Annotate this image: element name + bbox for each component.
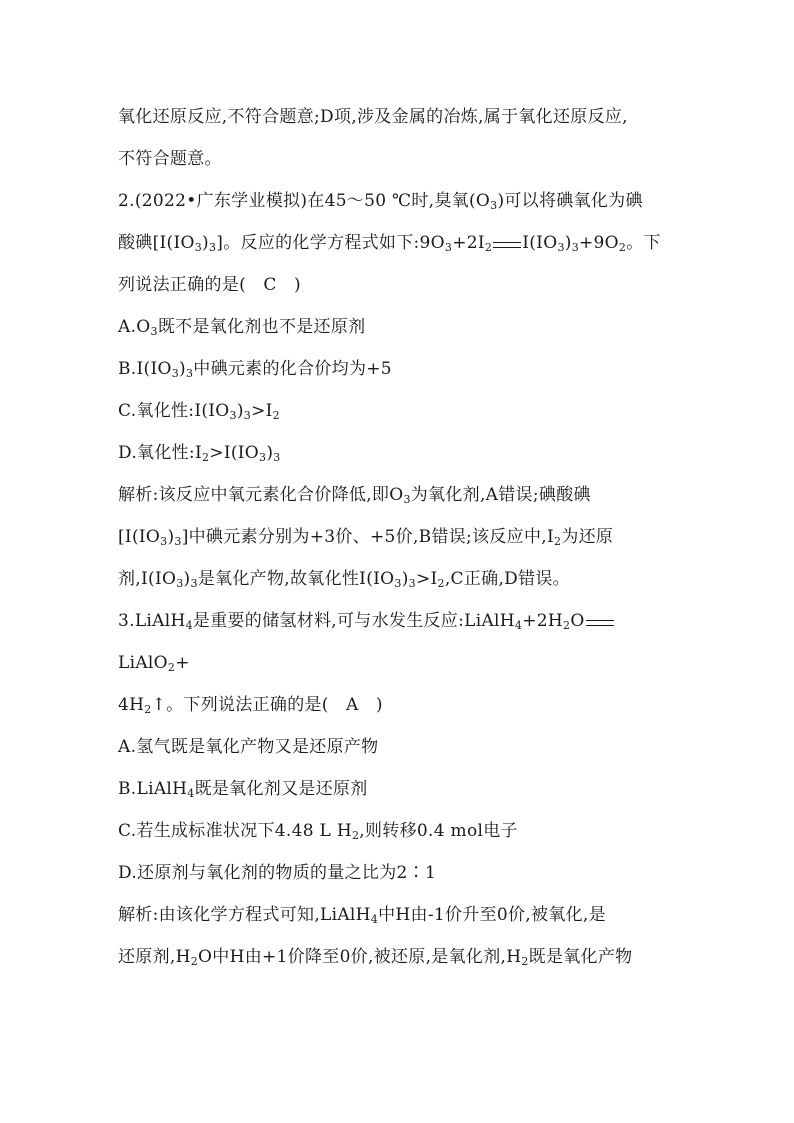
text-line [118,904,606,926]
text-run: >I [415,569,438,589]
subscript: 3 [408,577,416,590]
subscript: 3 [259,451,267,464]
subscript: 2 [167,661,176,674]
text-run: )可以将碘氧化为碘 [497,191,643,211]
text-line [118,232,661,254]
subscript: 3 [185,367,194,380]
text-run: A.氢气既是氧化产物又是还原产物 [118,737,379,757]
text-run: 列说法正确的是( C ) [118,275,301,295]
text-run: C.若生成标准状况下4.48 L H [118,821,352,841]
text-line [118,148,222,170]
text-run: B.LiAlH [118,779,188,799]
text-line [118,610,615,632]
text-run: ) [202,233,209,253]
text-run: +2H [522,611,564,631]
subscript: 2 [351,829,360,842]
text-run: 氧化还原反应,不符合题意;D项,涉及金属的冶炼,属于氧化还原反应, [118,107,628,127]
text-run: O [570,611,585,631]
subscript: 3 [208,241,217,254]
text-run: D.还原剂与氧化剂的物质的量之比为2∶1 [118,863,437,883]
text-run: 4H [118,695,145,715]
subscript: 3 [190,577,198,590]
text-line [118,400,280,422]
text-run: 既不是氧化剂也不是还原剂 [157,317,366,337]
text-line [118,106,628,128]
text-run: 是氧化产物,故氧化性I(IO [197,569,395,589]
text-run: 剂,I(IO [118,569,177,589]
subscript: 3 [229,409,237,422]
text-run: 为还原 [561,527,614,547]
text-line [118,190,643,212]
text-run: O中H由+1价降至0价,被还原,是氧化剂,H [198,947,522,967]
text-run: 酸碘[I(IO [118,233,195,253]
text-run: ) [179,359,186,379]
text-run: ) [401,569,409,589]
subscript: 4 [187,787,195,800]
text-line [118,946,632,968]
subscript: 3 [394,577,402,590]
text-run: +9O [579,233,619,253]
subscript: 2 [563,619,571,632]
reaction-equals-sign [493,242,521,248]
text-line [118,442,281,464]
text-run: 还原剂,H [118,947,191,967]
text-run: C.氧化性:I(IO [118,401,230,421]
subscript: 2 [618,241,627,254]
text-line [118,526,613,548]
text-run: ↑。下列说法正确的是( A ) [151,695,383,715]
subscript: 3 [490,199,498,212]
text-run: 解析:该反应中氧元素化合价降低,即O [118,485,404,505]
text-run: ,C正确,D错误。 [444,569,570,589]
subscript: 2 [554,535,562,548]
subscript: 3 [174,535,182,548]
text-line [118,820,518,842]
subscript: 3 [557,241,565,254]
text-run: ) [236,401,244,421]
text-run: 既是氧化产物 [528,947,633,967]
subscript: 4 [514,619,523,632]
subscript: 3 [171,367,180,380]
text-run: + [175,653,190,673]
text-run: ]。反应的化学方程式如下:9O [216,233,445,253]
subscript: 2 [521,955,529,968]
text-run: 中碘元素的化合价均为+5 [193,359,392,379]
subscript: 3 [444,241,453,254]
text-run: ) [183,569,191,589]
subscript: 3 [273,451,281,464]
text-run: 解析:由该化学方程式可知,LiAlH [118,905,371,925]
text-run: 2.(2022•广东学业模拟)在45～50 ℃时,臭氧(O [118,191,491,211]
text-run: 中H由-1价升至0价,被氧化,是 [378,905,606,925]
text-run: >I [251,401,273,421]
subscript: 3 [243,409,252,422]
subscript: 4 [185,619,193,632]
subscript: 3 [194,241,203,254]
text-line [118,736,378,758]
text-line [118,694,383,716]
subscript: 2 [190,955,199,968]
text-line [118,862,436,884]
text-run: [I(IO [118,527,161,547]
text-line [118,316,365,338]
subscript: 2 [144,703,152,716]
subscript: 3 [403,493,411,506]
text-line [118,568,570,590]
text-run: ) [564,233,572,253]
subscript: 4 [370,913,379,926]
text-line [118,652,190,674]
text-line [118,484,591,506]
text-run: B.I(IO [118,359,172,379]
subscript: 2 [484,241,493,254]
subscript: 2 [272,409,280,422]
text-run: 为氧化剂,A错误;碘酸碘 [410,485,591,505]
text-run: A.O [118,317,151,337]
subscript: 2 [437,577,445,590]
text-run: 既是氧化剂又是还原剂 [194,779,368,799]
subscript: 3 [150,325,158,338]
text-run: ,则转移0.4 mol电子 [359,821,518,841]
text-run: 是重要的储氢材料,可与水发生反应:LiAlH [192,611,515,631]
text-run: ) [167,527,175,547]
text-run: ) [266,443,274,463]
text-run: LiAlO [118,653,168,673]
text-line [118,274,301,296]
text-run: D.氧化性:I [118,443,202,463]
subscript: 3 [176,577,184,590]
subscript: 2 [201,451,210,464]
text-run: +2I [452,233,485,253]
text-line [118,778,368,800]
subscript: 3 [160,535,168,548]
text-run: I(IO [522,233,558,253]
text-run: 3.LiAlH [118,611,186,631]
text-run: >I(IO [209,443,260,463]
text-run: 。下 [626,233,661,253]
reaction-equals-sign [586,620,614,626]
text-run: ]中碘元素分别为+3价、+5价,B错误;该反应中,I [181,527,554,547]
text-run: 不符合题意。 [118,149,222,169]
subscript: 3 [571,241,579,254]
text-line [118,358,392,380]
